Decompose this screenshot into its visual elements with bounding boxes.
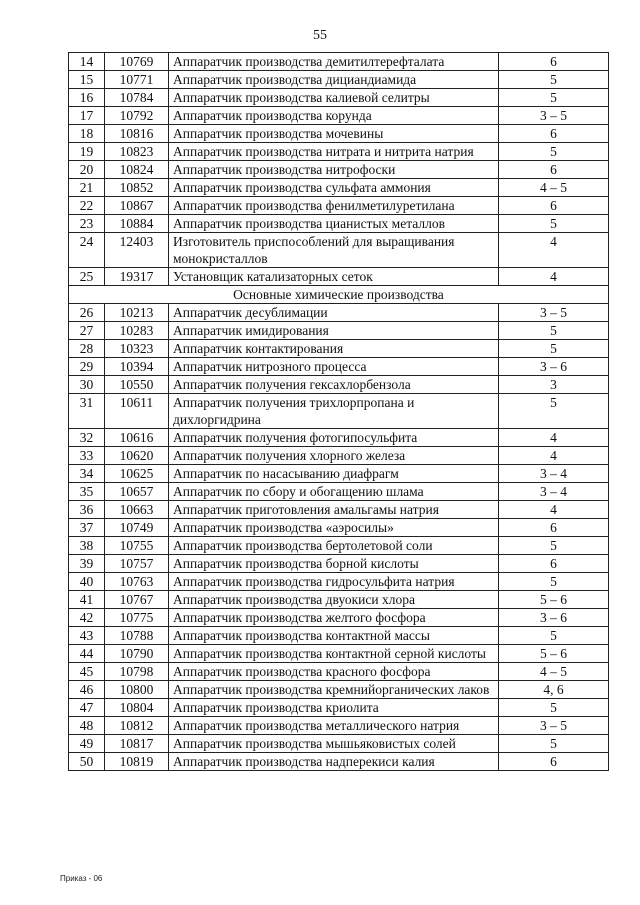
profession-name: Аппаратчик производства кремнийорганических лаков	[169, 681, 499, 699]
row-number: 42	[69, 609, 105, 627]
grade-range: 4	[499, 429, 609, 447]
table-row	[69, 735, 609, 753]
profession-name: Аппаратчик производства надперекиси калия	[169, 753, 499, 771]
row-number: 30	[69, 376, 105, 394]
grade-range: 4	[499, 501, 609, 519]
row-number: 23	[69, 215, 105, 233]
profession-name: Аппаратчик производства гидросульфита натрия	[169, 573, 499, 591]
profession-code: 10790	[105, 645, 169, 663]
profession-code: 10213	[105, 304, 169, 322]
grade-range: 5 – 6	[499, 591, 609, 609]
grade-range: 3 – 6	[499, 609, 609, 627]
profession-code: 10663	[105, 501, 169, 519]
grade-range: 6	[499, 753, 609, 771]
profession-name: Аппаратчик по насасыванию диафрагм	[169, 465, 499, 483]
table-row	[69, 681, 609, 699]
profession-name: Аппаратчик производства цианистых металлов	[169, 215, 499, 233]
grade-range: 6	[499, 555, 609, 573]
row-number: 26	[69, 304, 105, 322]
profession-code: 10784	[105, 89, 169, 107]
section-row	[69, 286, 609, 304]
profession-code: 10769	[105, 53, 169, 71]
profession-name: Аппаратчик производства двуокиси хлора	[169, 591, 499, 609]
profession-name: Аппаратчик получения гексахлорбензола	[169, 376, 499, 394]
profession-name: Аппаратчик имидирования	[169, 322, 499, 340]
grade-range: 5	[499, 322, 609, 340]
profession-code: 10323	[105, 340, 169, 358]
profession-code: 10800	[105, 681, 169, 699]
profession-name: Аппаратчик производства дициандиамида	[169, 71, 499, 89]
table-row	[69, 89, 609, 107]
row-number: 15	[69, 71, 105, 89]
row-number: 17	[69, 107, 105, 125]
grade-range: 6	[499, 161, 609, 179]
profession-code: 10812	[105, 717, 169, 735]
profession-code: 10657	[105, 483, 169, 501]
grade-range: 6	[499, 197, 609, 215]
row-number: 18	[69, 125, 105, 143]
grade-range: 6	[499, 53, 609, 71]
profession-name: Аппаратчик производства нитрата и нитрита натрия	[169, 143, 499, 161]
table-row	[69, 717, 609, 735]
profession-code: 10767	[105, 591, 169, 609]
table-row	[69, 53, 609, 71]
profession-code: 10775	[105, 609, 169, 627]
profession-name: Аппаратчик по сбору и обогащению шлама	[169, 483, 499, 501]
grade-range: 3 – 5	[499, 107, 609, 125]
section-header	[69, 286, 609, 304]
row-number: 35	[69, 483, 105, 501]
table-row	[69, 429, 609, 447]
profession-name: Аппаратчик производства мышьяковистых солей	[169, 735, 499, 753]
grade-range: 6	[499, 125, 609, 143]
profession-code: 10550	[105, 376, 169, 394]
grade-range: 5	[499, 735, 609, 753]
table-row	[69, 501, 609, 519]
table-row	[69, 663, 609, 681]
profession-name: Аппаратчик контактирования	[169, 340, 499, 358]
profession-name: Аппаратчик производства «аэросилы»	[169, 519, 499, 537]
table-row	[69, 107, 609, 125]
profession-name: Аппаратчик производства демитилтерефталата	[169, 53, 499, 71]
profession-code: 10611	[105, 394, 169, 429]
profession-code: 10757	[105, 555, 169, 573]
profession-name: Аппаратчик получения фотогипосульфита	[169, 429, 499, 447]
grade-range: 4	[499, 268, 609, 286]
profession-name: Аппаратчик десублимации	[169, 304, 499, 322]
row-number: 20	[69, 161, 105, 179]
row-number: 49	[69, 735, 105, 753]
table-row	[69, 143, 609, 161]
table-row	[69, 573, 609, 591]
table-row	[69, 161, 609, 179]
row-number: 48	[69, 717, 105, 735]
table-row	[69, 376, 609, 394]
profession-code: 10763	[105, 573, 169, 591]
row-number: 38	[69, 537, 105, 555]
profession-code: 10884	[105, 215, 169, 233]
table-row	[69, 322, 609, 340]
profession-name: Аппаратчик производства мочевины	[169, 125, 499, 143]
row-number: 45	[69, 663, 105, 681]
row-number: 14	[69, 53, 105, 71]
profession-code: 10816	[105, 125, 169, 143]
table-row	[69, 358, 609, 376]
grade-range: 5	[499, 537, 609, 555]
row-number: 47	[69, 699, 105, 717]
table-row	[69, 447, 609, 465]
profession-code: 10852	[105, 179, 169, 197]
row-number: 32	[69, 429, 105, 447]
page-number: 55	[313, 28, 327, 43]
table-row	[69, 340, 609, 358]
grade-range: 3 – 5	[499, 304, 609, 322]
grade-range: 5	[499, 627, 609, 645]
profession-code: 10394	[105, 358, 169, 376]
row-number: 39	[69, 555, 105, 573]
table-row	[69, 268, 609, 286]
profession-name: Аппаратчик получения хлорного железа	[169, 447, 499, 465]
footer-note: Приказ - 06	[60, 874, 103, 883]
row-number: 46	[69, 681, 105, 699]
row-number: 24	[69, 233, 105, 268]
profession-code: 10620	[105, 447, 169, 465]
profession-code: 10749	[105, 519, 169, 537]
row-number: 50	[69, 753, 105, 771]
table-row	[69, 465, 609, 483]
row-number: 43	[69, 627, 105, 645]
profession-code: 10788	[105, 627, 169, 645]
grade-range: 5	[499, 89, 609, 107]
row-number: 41	[69, 591, 105, 609]
profession-code: 12403	[105, 233, 169, 268]
profession-name: Аппаратчик производства калиевой селитры	[169, 89, 499, 107]
row-number: 36	[69, 501, 105, 519]
profession-name: Установщик катализаторных сеток	[169, 268, 499, 286]
table-row	[69, 71, 609, 89]
table-row	[69, 699, 609, 717]
table-row	[69, 215, 609, 233]
row-number: 29	[69, 358, 105, 376]
section-title: Основные химические производства	[69, 286, 609, 304]
row-number: 19	[69, 143, 105, 161]
row-number: 34	[69, 465, 105, 483]
grade-range: 3 – 4	[499, 483, 609, 501]
row-number: 28	[69, 340, 105, 358]
table-row	[69, 555, 609, 573]
grade-range: 5	[499, 340, 609, 358]
grade-range: 5	[499, 143, 609, 161]
profession-code: 10819	[105, 753, 169, 771]
grade-range: 4	[499, 233, 609, 268]
profession-name: Аппаратчик производства криолита	[169, 699, 499, 717]
row-number: 44	[69, 645, 105, 663]
profession-name: Аппаратчик производства контактной массы	[169, 627, 499, 645]
grade-range: 5	[499, 215, 609, 233]
profession-code: 10817	[105, 735, 169, 753]
row-number: 33	[69, 447, 105, 465]
table-row	[69, 304, 609, 322]
profession-name: Аппаратчик производства фенилметилуретилана	[169, 197, 499, 215]
grade-range: 5	[499, 699, 609, 717]
profession-name: Аппаратчик получения трихлорпропана и дихлоргидрина	[169, 394, 499, 429]
profession-code: 10792	[105, 107, 169, 125]
profession-name: Аппаратчик производства нитрофоски	[169, 161, 499, 179]
profession-name: Аппаратчик производства металлического натрия	[169, 717, 499, 735]
profession-code: 10824	[105, 161, 169, 179]
grade-range: 3	[499, 376, 609, 394]
grade-range: 4 – 5	[499, 179, 609, 197]
profession-code: 10625	[105, 465, 169, 483]
table-body-upper	[69, 53, 609, 286]
table-row	[69, 591, 609, 609]
profession-code: 10867	[105, 197, 169, 215]
profession-code: 10823	[105, 143, 169, 161]
grade-range: 5 – 6	[499, 645, 609, 663]
table-row	[69, 233, 609, 268]
profession-code: 10283	[105, 322, 169, 340]
profession-code: 19317	[105, 268, 169, 286]
row-number: 25	[69, 268, 105, 286]
grade-range: 4	[499, 447, 609, 465]
profession-name: Аппаратчик производства борной кислоты	[169, 555, 499, 573]
grade-range: 6	[499, 519, 609, 537]
profession-name: Аппаратчик производства желтого фосфора	[169, 609, 499, 627]
grade-range: 3 – 4	[499, 465, 609, 483]
row-number: 27	[69, 322, 105, 340]
profession-name: Аппаратчик производства контактной серной кислоты	[169, 645, 499, 663]
row-number: 16	[69, 89, 105, 107]
table-row	[69, 609, 609, 627]
profession-name: Аппаратчик нитрозного процесса	[169, 358, 499, 376]
profession-code: 10755	[105, 537, 169, 555]
row-number: 21	[69, 179, 105, 197]
table-row	[69, 394, 609, 429]
profession-name: Аппаратчик приготовления амальгамы натрия	[169, 501, 499, 519]
profession-name: Аппаратчик производства сульфата аммония	[169, 179, 499, 197]
profession-name: Аппаратчик производства бертолетовой соли	[169, 537, 499, 555]
table-row	[69, 645, 609, 663]
grade-range: 4 – 5	[499, 663, 609, 681]
row-number: 37	[69, 519, 105, 537]
profession-code: 10804	[105, 699, 169, 717]
grade-range: 3 – 6	[499, 358, 609, 376]
row-number: 40	[69, 573, 105, 591]
profession-code: 10616	[105, 429, 169, 447]
grade-range: 3 – 5	[499, 717, 609, 735]
grade-range: 5	[499, 71, 609, 89]
table-row	[69, 179, 609, 197]
table-row	[69, 125, 609, 143]
table-row	[69, 753, 609, 771]
profession-table	[68, 52, 609, 771]
profession-name: Изготовитель приспособлений для выращивания монокристаллов	[169, 233, 499, 268]
table-row	[69, 519, 609, 537]
profession-name: Аппаратчик производства красного фосфора	[169, 663, 499, 681]
grade-range: 5	[499, 394, 609, 429]
grade-range: 4, 6	[499, 681, 609, 699]
table-row	[69, 197, 609, 215]
table-body-lower	[69, 304, 609, 771]
profession-code: 10798	[105, 663, 169, 681]
table-row	[69, 483, 609, 501]
profession-code: 10771	[105, 71, 169, 89]
row-number: 31	[69, 394, 105, 429]
profession-name: Аппаратчик производства корунда	[169, 107, 499, 125]
row-number: 22	[69, 197, 105, 215]
table-row	[69, 537, 609, 555]
grade-range: 5	[499, 573, 609, 591]
table-row	[69, 627, 609, 645]
